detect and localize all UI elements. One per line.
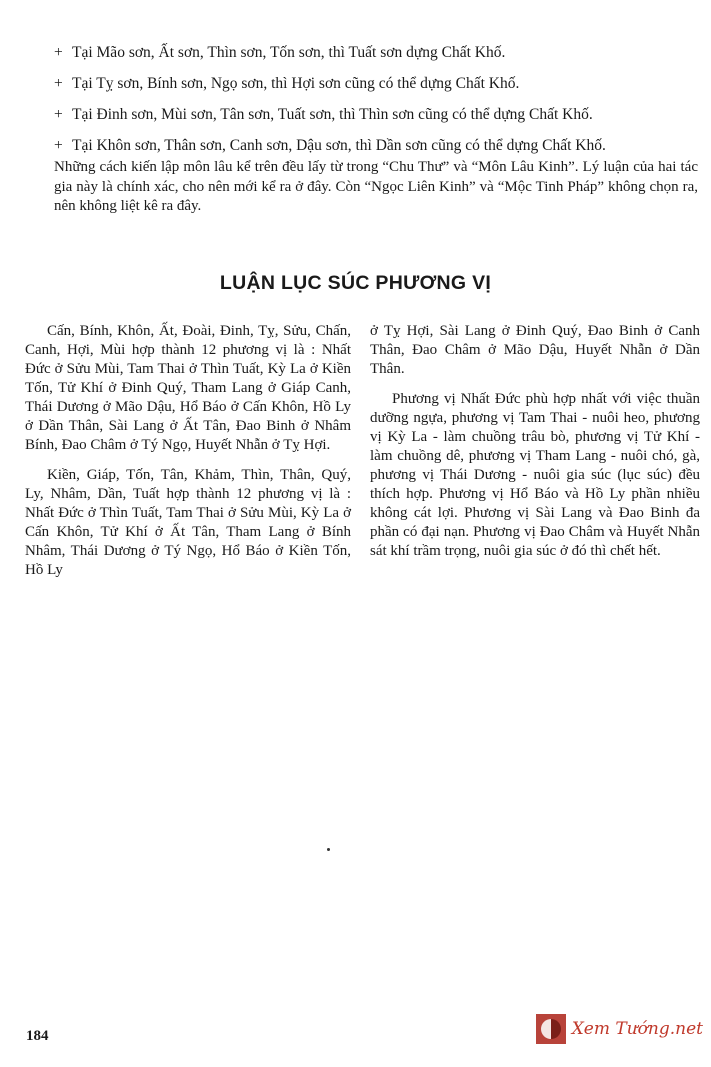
bullet-mark: +: [54, 106, 63, 123]
right-column: [370, 322, 700, 572]
section-heading: LUẬN LỤC SÚC PHƯƠNG VỊ: [219, 272, 492, 294]
paragraph: Kiền, Giáp, Tốn, Tân, Khảm, Thìn, Thân, Quý, Ly, Nhâm, Dần, Tuất hợp thành 12 phương vị là : Nhất Đức ở Thìn Tuất, Tam Thai ở Sửu Mùi, Kỳ La ở Cấn Khôn, Tử Khí ở Ất Tân, Tham Lang ở Bính Nhâm, Thái Dương ở Tý Ngọ, Hổ Báo ở Kiền Tốn, Hồ Ly: [25, 467, 351, 578]
bullet-item: [54, 137, 694, 155]
bullet-item: [54, 44, 694, 62]
bullet-item: [54, 75, 694, 93]
left-column: [25, 322, 351, 591]
stray-dot: [327, 848, 330, 851]
paragraph: Phương vị Nhất Đức phù hợp nhất với việc thuần dưỡng ngựa, phương vị Tam Thai - nuôi heo, phương vị Kỳ La - làm chuồng trâu bò, phương vị Tử Khí - làm chuồng dê, phương vị Tham Lang - nuôi chó, gà, phương vị Thái Dương - nuôi gia súc (lục súc) đều thích hợp. Phương vị Hổ Báo và Hồ Ly phần nhiều không cát lợi. Phương vị Sài Lang và Đao Binh đa phần có đại nạn. Phương vị Đao Châm và Huyết Nhẫn sát khí trầm trọng, nuôi gia súc ở đó thì chết hết.: [370, 391, 700, 559]
page-number: 184: [26, 1028, 49, 1044]
bullet-text: Tại Tỵ sơn, Bính sơn, Ngọ sơn, thì Hợi sơn cũng có thể dựng Chất Khố.: [72, 75, 520, 92]
bullet-list: [54, 44, 694, 168]
intro-paragraph: Những cách kiến lập môn lâu kể trên đều lấy từ trong “Chu Thư” và “Môn Lâu Kinh”. Lý luận của hai tác gia này là chính xác, cho nên mới kể ra ở đây. Còn “Ngọc Liên Kinh” và “Mộc Tinh Pháp” không chọn ra, nên không liệt kê ra đây.: [54, 159, 698, 214]
bullet-item: [54, 106, 694, 124]
watermark-text: Xem Tướng.net: [571, 1019, 703, 1039]
watermark: [536, 1014, 703, 1044]
bullet-mark: +: [54, 75, 63, 92]
bullet-text: Tại Đinh sơn, Mùi sơn, Tân sơn, Tuất sơn, thì Thìn sơn cũng có thể dựng Chất Khố.: [72, 106, 593, 123]
paragraph: ở Tỵ Hợi, Sài Lang ở Đinh Quý, Đao Binh ở Canh Thân, Đao Châm ở Mão Dậu, Huyết Nhẫn ở Dần Thân.: [370, 323, 700, 377]
bullet-mark: +: [54, 137, 63, 154]
paragraph: Cấn, Bính, Khôn, Ất, Đoài, Đinh, Tỵ, Sửu, Chấn, Canh, Hợi, Mùi hợp thành 12 phương vị là : Nhất Đức ở Sửu Mùi, Tam Thai ở Thìn Tuất, Kỳ La ở Kiền Tốn, Tử Khí ở Đinh Quý, Tham Lang ở Giáp Canh, Thái Dương ở Mão Dậu, Hổ Báo ở Cấn Khôn, Hồ Ly ở Dần Thân, Sài Lang ở Ất Tân, Đao Binh ở Nhâm Bính, Đao Châm ở Tý Ngọ, Huyết Nhẫn ở Tỵ Hợi.: [25, 323, 351, 453]
bullet-mark: +: [54, 44, 63, 61]
bullet-text: Tại Khôn sơn, Thân sơn, Canh sơn, Dậu sơn, thì Dần sơn cũng có thể dựng Chất Khố.: [72, 137, 606, 154]
yin-yang-icon: [536, 1014, 566, 1044]
bullet-text: Tại Mão sơn, Ất sơn, Thìn sơn, Tốn sơn, thì Tuất sơn dựng Chất Khố.: [72, 44, 506, 61]
